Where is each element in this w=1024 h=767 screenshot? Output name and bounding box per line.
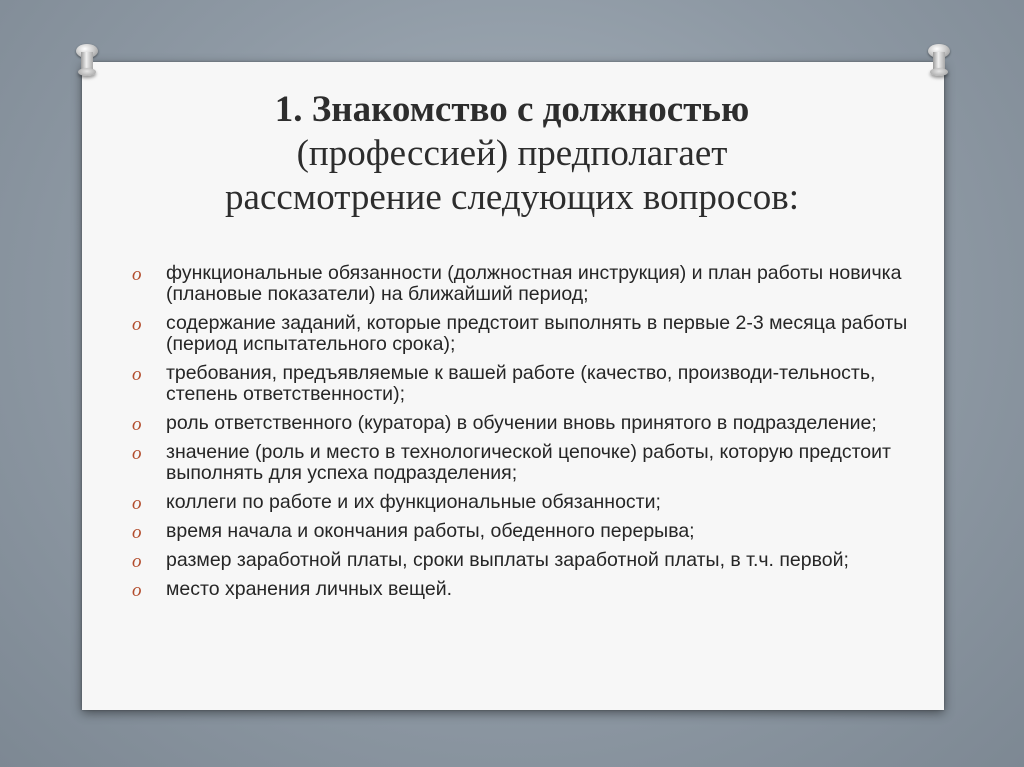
list-item (132, 363, 922, 405)
bullet-icon: o (132, 414, 142, 435)
pin-icon (76, 44, 98, 78)
bullet-icon: o (132, 551, 142, 572)
list-item (132, 313, 922, 355)
bullet-icon: o (132, 314, 142, 335)
list-item-text: роль ответственного (куратора) в обучении вновь принятого в подразделение; (166, 412, 877, 434)
bullet-icon: o (132, 264, 142, 285)
bullet-list (132, 263, 922, 608)
list-item (132, 550, 922, 571)
list-item-text: размер заработной платы, сроки выплаты заработной платы, в т.ч. первой; (166, 549, 849, 571)
slide-title (150, 88, 874, 220)
list-item (132, 521, 922, 542)
title-line-2: (профессией) предполагает (296, 133, 728, 174)
title-line-1: 1. Знакомство с должностью (274, 89, 750, 130)
list-item-text: содержание заданий, которые предстоит выполнять в первые 2-3 месяца работы (период испытательного срока); (166, 312, 908, 355)
list-item-text: место хранения личных вещей. (166, 578, 453, 600)
list-item-text: функциональные обязанности (должностная инструкция) и план работы новичка (плановые показатели) на ближайший период; (166, 262, 902, 305)
list-item-text: требования, предъявляемые к вашей работе (качество, производи-тельность, степень ответственности); (166, 362, 876, 405)
list-item (132, 442, 922, 484)
list-item (132, 492, 922, 513)
bullet-icon: o (132, 364, 142, 385)
list-item (132, 579, 922, 600)
list-item (132, 413, 922, 434)
bullet-icon: o (132, 580, 142, 601)
bullet-icon: o (132, 493, 142, 514)
title-line-3: рассмотрение следующих вопросов: (225, 177, 799, 218)
bullet-icon: o (132, 522, 142, 543)
list-item-text: время начала и окончания работы, обеденного перерыва; (166, 520, 695, 542)
bullet-icon: o (132, 443, 142, 464)
list-item-text: коллеги по работе и их функциональные обязанности; (166, 491, 661, 513)
list-item (132, 263, 922, 305)
list-item-text: значение (роль и место в технологической цепочке) работы, которую предстоит выполнять для успеха подразделения; (166, 441, 891, 484)
pin-icon (928, 44, 950, 78)
